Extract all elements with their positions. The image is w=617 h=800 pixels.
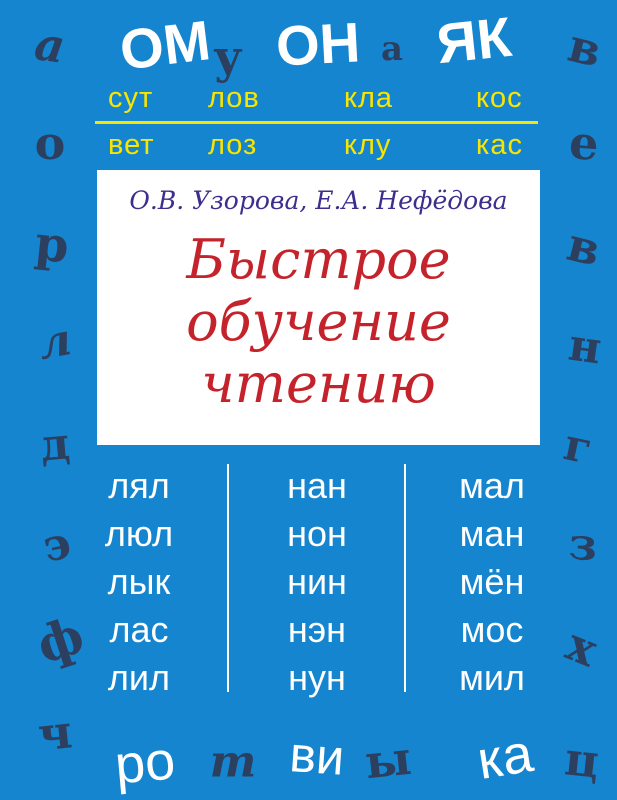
yellow-divider-line [95,121,538,124]
right-letter: з [567,518,599,572]
syllable-column-1 [105,462,173,702]
authors-line: О.В. Узорова, Е.А. Нефёдова [129,186,508,215]
bottom-syllable: ро [112,730,178,796]
syllable-cell: лык [107,561,171,602]
right-letter: в [561,216,607,278]
column-separator [227,464,229,692]
syllable-cell: люл [104,513,174,554]
yellow-syllable: кас [476,129,523,161]
right-letter: ц [562,731,602,789]
bottom-syllable: ви [287,726,347,786]
right-letter: н [565,319,605,375]
yellow-syllable: вет [108,129,155,161]
syllable-cell: мос [460,609,524,650]
top-letter: а [380,29,404,69]
title-line: обучение [186,290,451,353]
yellow-syllable: кла [344,82,394,114]
syllable-column-2 [287,462,347,702]
column-separator [404,464,406,692]
syllable-cell: нэн [287,609,347,650]
top-letter: у [213,30,243,84]
right-letter: е [567,115,601,171]
right-letter: х [559,616,605,678]
bottom-syllable: ка [473,723,537,791]
left-letter: ф [29,604,91,676]
right-letter: г [559,419,597,475]
yellow-syllable: клу [344,129,392,161]
bottom-letter: ы [362,730,414,790]
yellow-syllable: лоз [208,129,258,161]
syllable-cell: мал [459,465,525,506]
syllable-column-3 [459,462,525,702]
bottom-letter: т [209,736,257,788]
left-letter: д [38,418,72,472]
left-letter: ч [35,704,75,762]
left-letter: а [31,16,69,74]
syllable-cell: нан [287,465,347,506]
title-line: Быстрое [186,228,451,291]
syllable-cell: ман [459,513,525,554]
syllable-cell: лил [107,657,171,698]
syllable-cell: нон [287,513,347,554]
title-line: чтению [201,352,436,415]
syllable-cell: мил [459,657,525,698]
left-letter: р [32,215,72,275]
top-syllable: ЯК [433,4,515,76]
book-title [97,229,540,415]
top-syllable: ОН [274,10,362,78]
syllable-cell: нун [288,657,346,698]
syllable-cell: лас [109,609,169,650]
yellow-syllable: кос [476,82,523,114]
top-syllable: ОМ [116,8,214,82]
yellow-syllable: лов [208,82,260,114]
syllable-cell: лял [108,465,170,506]
left-letter: л [34,314,76,370]
syllable-cell: нин [287,561,347,602]
syllable-cell: мён [459,561,525,602]
left-letter: о [34,116,66,170]
right-letter: в [562,17,608,79]
left-letter: э [38,517,76,573]
cover-panel [97,170,540,445]
yellow-syllable: сут [108,82,154,114]
